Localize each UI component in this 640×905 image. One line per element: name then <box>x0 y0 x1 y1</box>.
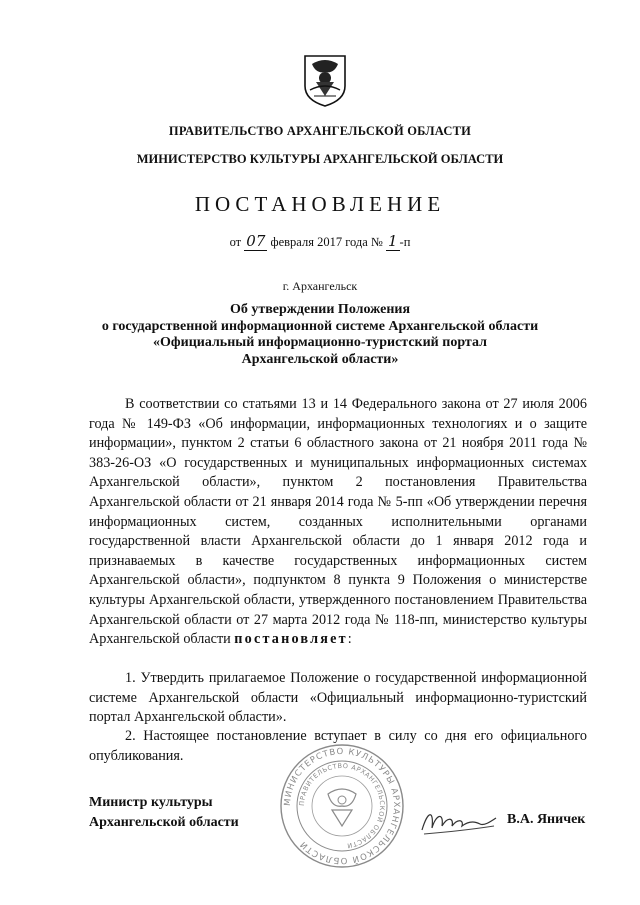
number-suffix: -п <box>399 235 411 249</box>
preamble-paragraph <box>89 395 587 650</box>
government-title: ПРАВИТЕЛЬСТВО АРХАНГЕЛЬСКОЙ ОБЛАСТИ <box>168 124 472 138</box>
clause-2: 2. Настоящее постановление вступает в силу со дня его официального опубликования. <box>89 728 587 764</box>
document-number: 1 <box>388 232 398 250</box>
decree-word: постановляет <box>234 631 348 648</box>
heading-line: Архангельской области» <box>241 351 399 367</box>
position-line: Архангельской области <box>89 815 239 830</box>
date-day: 07 <box>246 232 266 250</box>
coat-of-arms-emblem <box>302 52 348 108</box>
heading-line: Об утверждении Положения <box>229 302 411 317</box>
date-month-year: февраля 2017 года № <box>270 235 383 249</box>
clause-1: 1. Утвердить прилагаемое Положение о государственной информационной системе Архангельской области «Официальный информационно-туристский портал Архангельской области». <box>89 670 587 726</box>
seal-outer-text: МИНИСТЕРСТВО КУЛЬТУРЫ АРХАНГЕЛЬСКОЙ ОБЛАСТИ <box>282 746 402 866</box>
heading-line: «Официальный информационно-туристский портал <box>153 335 487 350</box>
ministry-title: МИНИСТЕРСТВО КУЛЬТУРЫ АРХАНГЕЛЬСКОЙ ОБЛАСТИ <box>136 152 504 166</box>
date-prefix: от <box>229 235 242 249</box>
handwritten-signature <box>418 800 498 840</box>
document-type: ПОСТАНОВЛЕНИЕ <box>194 192 446 216</box>
signatory-position <box>89 793 239 833</box>
date-line <box>0 232 640 250</box>
preamble-text: В соответствии со статьями 13 и 14 Федерального закона от 27 июля 2006 года № 149-ФЗ «Об информации, информационных технологиях и о защите информации», пунктом 2 статьи 6 областного закона от 21 ноября 2011 года № 383-26-ОЗ «О государственных и муниципальных информационных системах Архангельской области», пунктом 2 постановления Правительства Архангельской области от 21 января 2014 года № 5-пп «Об утверждении перечня информационных систем, созданных исполнительными органами государственной власти Архангельской области до 1 января 2012 года и признаваемых в качестве государственных информационных систем Архангельской области», подпунктом 8 пункта 9 Положения о министерстве культуры Архангельской области, утвержденного постановлением Правительства Архангельской области от 27 марта 2012 года № 118-пп, министерство культуры Архангельской области <box>89 396 587 648</box>
document-heading <box>0 302 640 368</box>
seal-inner-text: ПРАВИТЕЛЬСТВО АРХАНГЕЛЬСКОЙ ОБЛАСТИ <box>297 761 387 850</box>
heading-line: о государственной информационной системе Архангельской области <box>101 318 539 334</box>
city: г. Архангельск <box>282 279 358 293</box>
official-seal <box>278 742 406 870</box>
signatory-name: В.А. Яничек <box>507 812 586 827</box>
decree-colon: : <box>347 631 352 648</box>
position-line: Министр культуры <box>89 795 213 810</box>
